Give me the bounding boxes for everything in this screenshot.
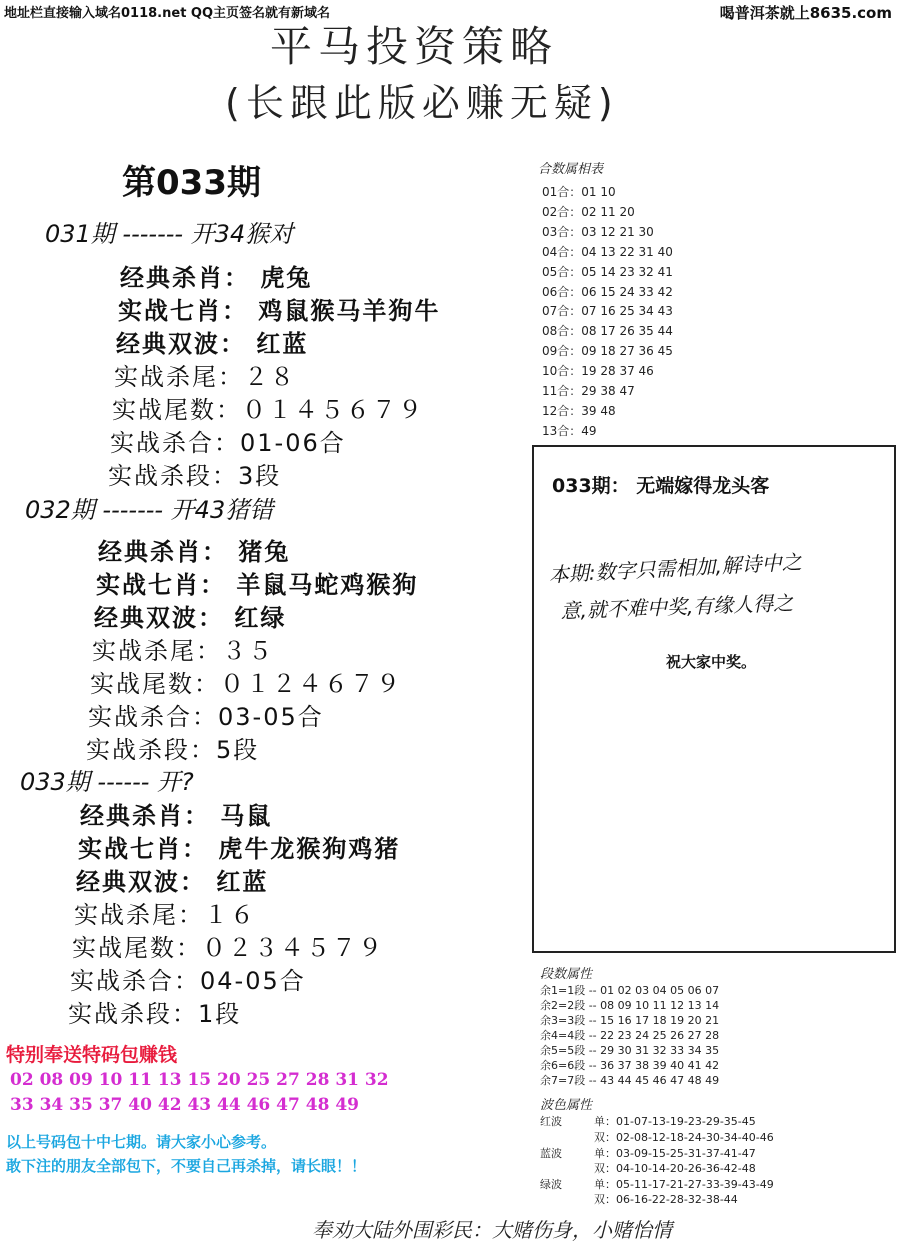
wave-group-name: 蓝波 xyxy=(540,1147,562,1160)
period-line: 实战杀尾：１６ xyxy=(74,901,256,929)
period-line: 实战尾数：０１４５６７９ xyxy=(112,396,424,424)
period-line: 实战杀尾：３５ xyxy=(92,637,274,665)
duan-table-row: 余7=7段 -- 43 44 45 46 47 48 49 xyxy=(540,1074,720,1087)
poem-title: 033期： 无端嫁得龙头客 xyxy=(552,475,770,497)
poem-hint-line2: 意,就不难中奖,有缘人得之 xyxy=(560,590,794,623)
duan-table-row: 余1=1段 -- 01 02 03 04 05 06 07 xyxy=(540,984,720,997)
he-table-row: 07合：07 16 25 34 43 xyxy=(542,304,673,318)
top-left-notice: 地址栏直接输入域名0118.net QQ主页签名就有新域名 xyxy=(4,6,331,21)
he-table-row: 12合：39 48 xyxy=(542,404,616,418)
issue-number: 第033期 xyxy=(122,163,261,203)
period-line: 经典双波： 红蓝 xyxy=(116,330,309,358)
he-table-row: 06合：06 15 24 33 42 xyxy=(542,285,673,299)
he-table-row: 04合：04 13 22 31 40 xyxy=(542,245,673,259)
period-line: 实战杀段：3段 xyxy=(108,462,282,490)
period-line: 经典双波： 红绿 xyxy=(94,604,287,632)
he-table-heading: 合数属相表 xyxy=(538,162,604,177)
special-heading: 特别奉送特码包赚钱 xyxy=(6,1044,178,1066)
wave-odd: 单：05-11-17-21-27-33-39-43-49 xyxy=(594,1178,774,1191)
period-line: 实战七肖： 鸡鼠猴马羊狗牛 xyxy=(118,297,441,325)
page-title: 平马投资策略 xyxy=(270,22,559,71)
duan-table-row: 余5=5段 -- 29 30 31 32 33 34 35 xyxy=(540,1044,720,1057)
period-line: 实战尾数：０２３４５７９ xyxy=(72,934,384,962)
special-numbers-1: 02 08 09 10 11 13 15 20 25 27 28 31 32 xyxy=(10,1070,389,1090)
special-note-2: 敢下注的朋友全部包下，不要自己再杀掉，请长眼！！ xyxy=(6,1157,367,1175)
period-line: 实战杀合：03-05合 xyxy=(88,703,324,731)
he-table-row: 01合：01 10 xyxy=(542,185,616,199)
period-line: 实战七肖： 虎牛龙猴狗鸡猪 xyxy=(78,835,401,863)
duan-table-row: 余2=2段 -- 08 09 10 11 12 13 14 xyxy=(540,999,720,1012)
duan-table-row: 余6=6段 -- 36 37 38 39 40 41 42 xyxy=(540,1059,720,1072)
he-table-row: 09合：09 18 27 36 45 xyxy=(542,344,673,358)
period-line: 经典杀肖： 马鼠 xyxy=(80,802,273,830)
he-table-row: 11合：29 38 47 xyxy=(542,384,635,398)
wave-group-name: 红波 xyxy=(540,1115,562,1128)
poem-hint-line1: 本期:数字只需相加,解诗中之 xyxy=(548,549,803,587)
top-right-notice: 喝普洱茶就上8635.com xyxy=(719,4,892,22)
he-table-row: 03合：03 12 21 30 xyxy=(542,225,654,239)
duan-table-heading: 段数属性 xyxy=(540,967,593,982)
period-header: 033期 ------ 开? xyxy=(20,768,194,796)
wave-odd: 单：03-09-15-25-31-37-41-47 xyxy=(594,1147,756,1160)
wave-even: 双：06-16-22-28-32-38-44 xyxy=(594,1193,738,1206)
he-table-row: 05合：05 14 23 32 41 xyxy=(542,265,673,279)
period-line: 经典双波： 红蓝 xyxy=(76,868,269,896)
period-line: 实战杀段：1段 xyxy=(68,1000,242,1028)
wave-odd: 单：01-07-13-19-23-29-35-45 xyxy=(594,1115,756,1128)
wave-group-name: 绿波 xyxy=(540,1178,562,1191)
wave-even: 双：04-10-14-20-26-36-42-48 xyxy=(594,1162,756,1175)
duan-table-row: 余3=3段 -- 15 16 17 18 19 20 21 xyxy=(540,1014,720,1027)
period-header: 032期 ------- 开43猪错 xyxy=(25,496,274,524)
poem-box xyxy=(532,445,896,953)
he-table-row: 08合：08 17 26 35 44 xyxy=(542,324,673,338)
period-line: 经典杀肖： 虎兔 xyxy=(120,264,313,292)
footer-slogan: 奉劝大陆外围彩民：大赌伤身，小赌怡情 xyxy=(312,1218,672,1242)
period-line: 实战杀合：01-06合 xyxy=(110,429,346,457)
wave-table-heading: 波色属性 xyxy=(540,1098,593,1113)
special-numbers-2: 33 34 35 37 40 42 43 44 46 47 48 49 xyxy=(10,1095,359,1115)
special-note-1: 以上号码包十中七期。请大家小心参考。 xyxy=(6,1133,277,1151)
period-line: 实战杀段：5段 xyxy=(86,736,260,764)
duan-table-row: 余4=4段 -- 22 23 24 25 26 27 28 xyxy=(540,1029,720,1042)
poem-wish: 祝大家中奖。 xyxy=(666,653,757,671)
period-line: 实战杀合：04-05合 xyxy=(70,967,306,995)
wave-even: 双：02-08-12-18-24-30-34-40-46 xyxy=(594,1131,774,1144)
he-table-row: 13合：49 xyxy=(542,424,597,438)
period-header: 031期 ------- 开34猴对 xyxy=(45,220,294,248)
period-line: 实战七肖： 羊鼠马蛇鸡猴狗 xyxy=(96,571,419,599)
period-line: 实战尾数：０１２４６７９ xyxy=(90,670,402,698)
he-table-row: 10合：19 28 37 46 xyxy=(542,364,654,378)
period-line: 经典杀肖： 猪兔 xyxy=(98,538,291,566)
he-table-row: 02合：02 11 20 xyxy=(542,205,635,219)
page-subtitle: (长跟此版必赚无疑) xyxy=(225,81,619,125)
period-line: 实战杀尾：２８ xyxy=(114,363,296,391)
